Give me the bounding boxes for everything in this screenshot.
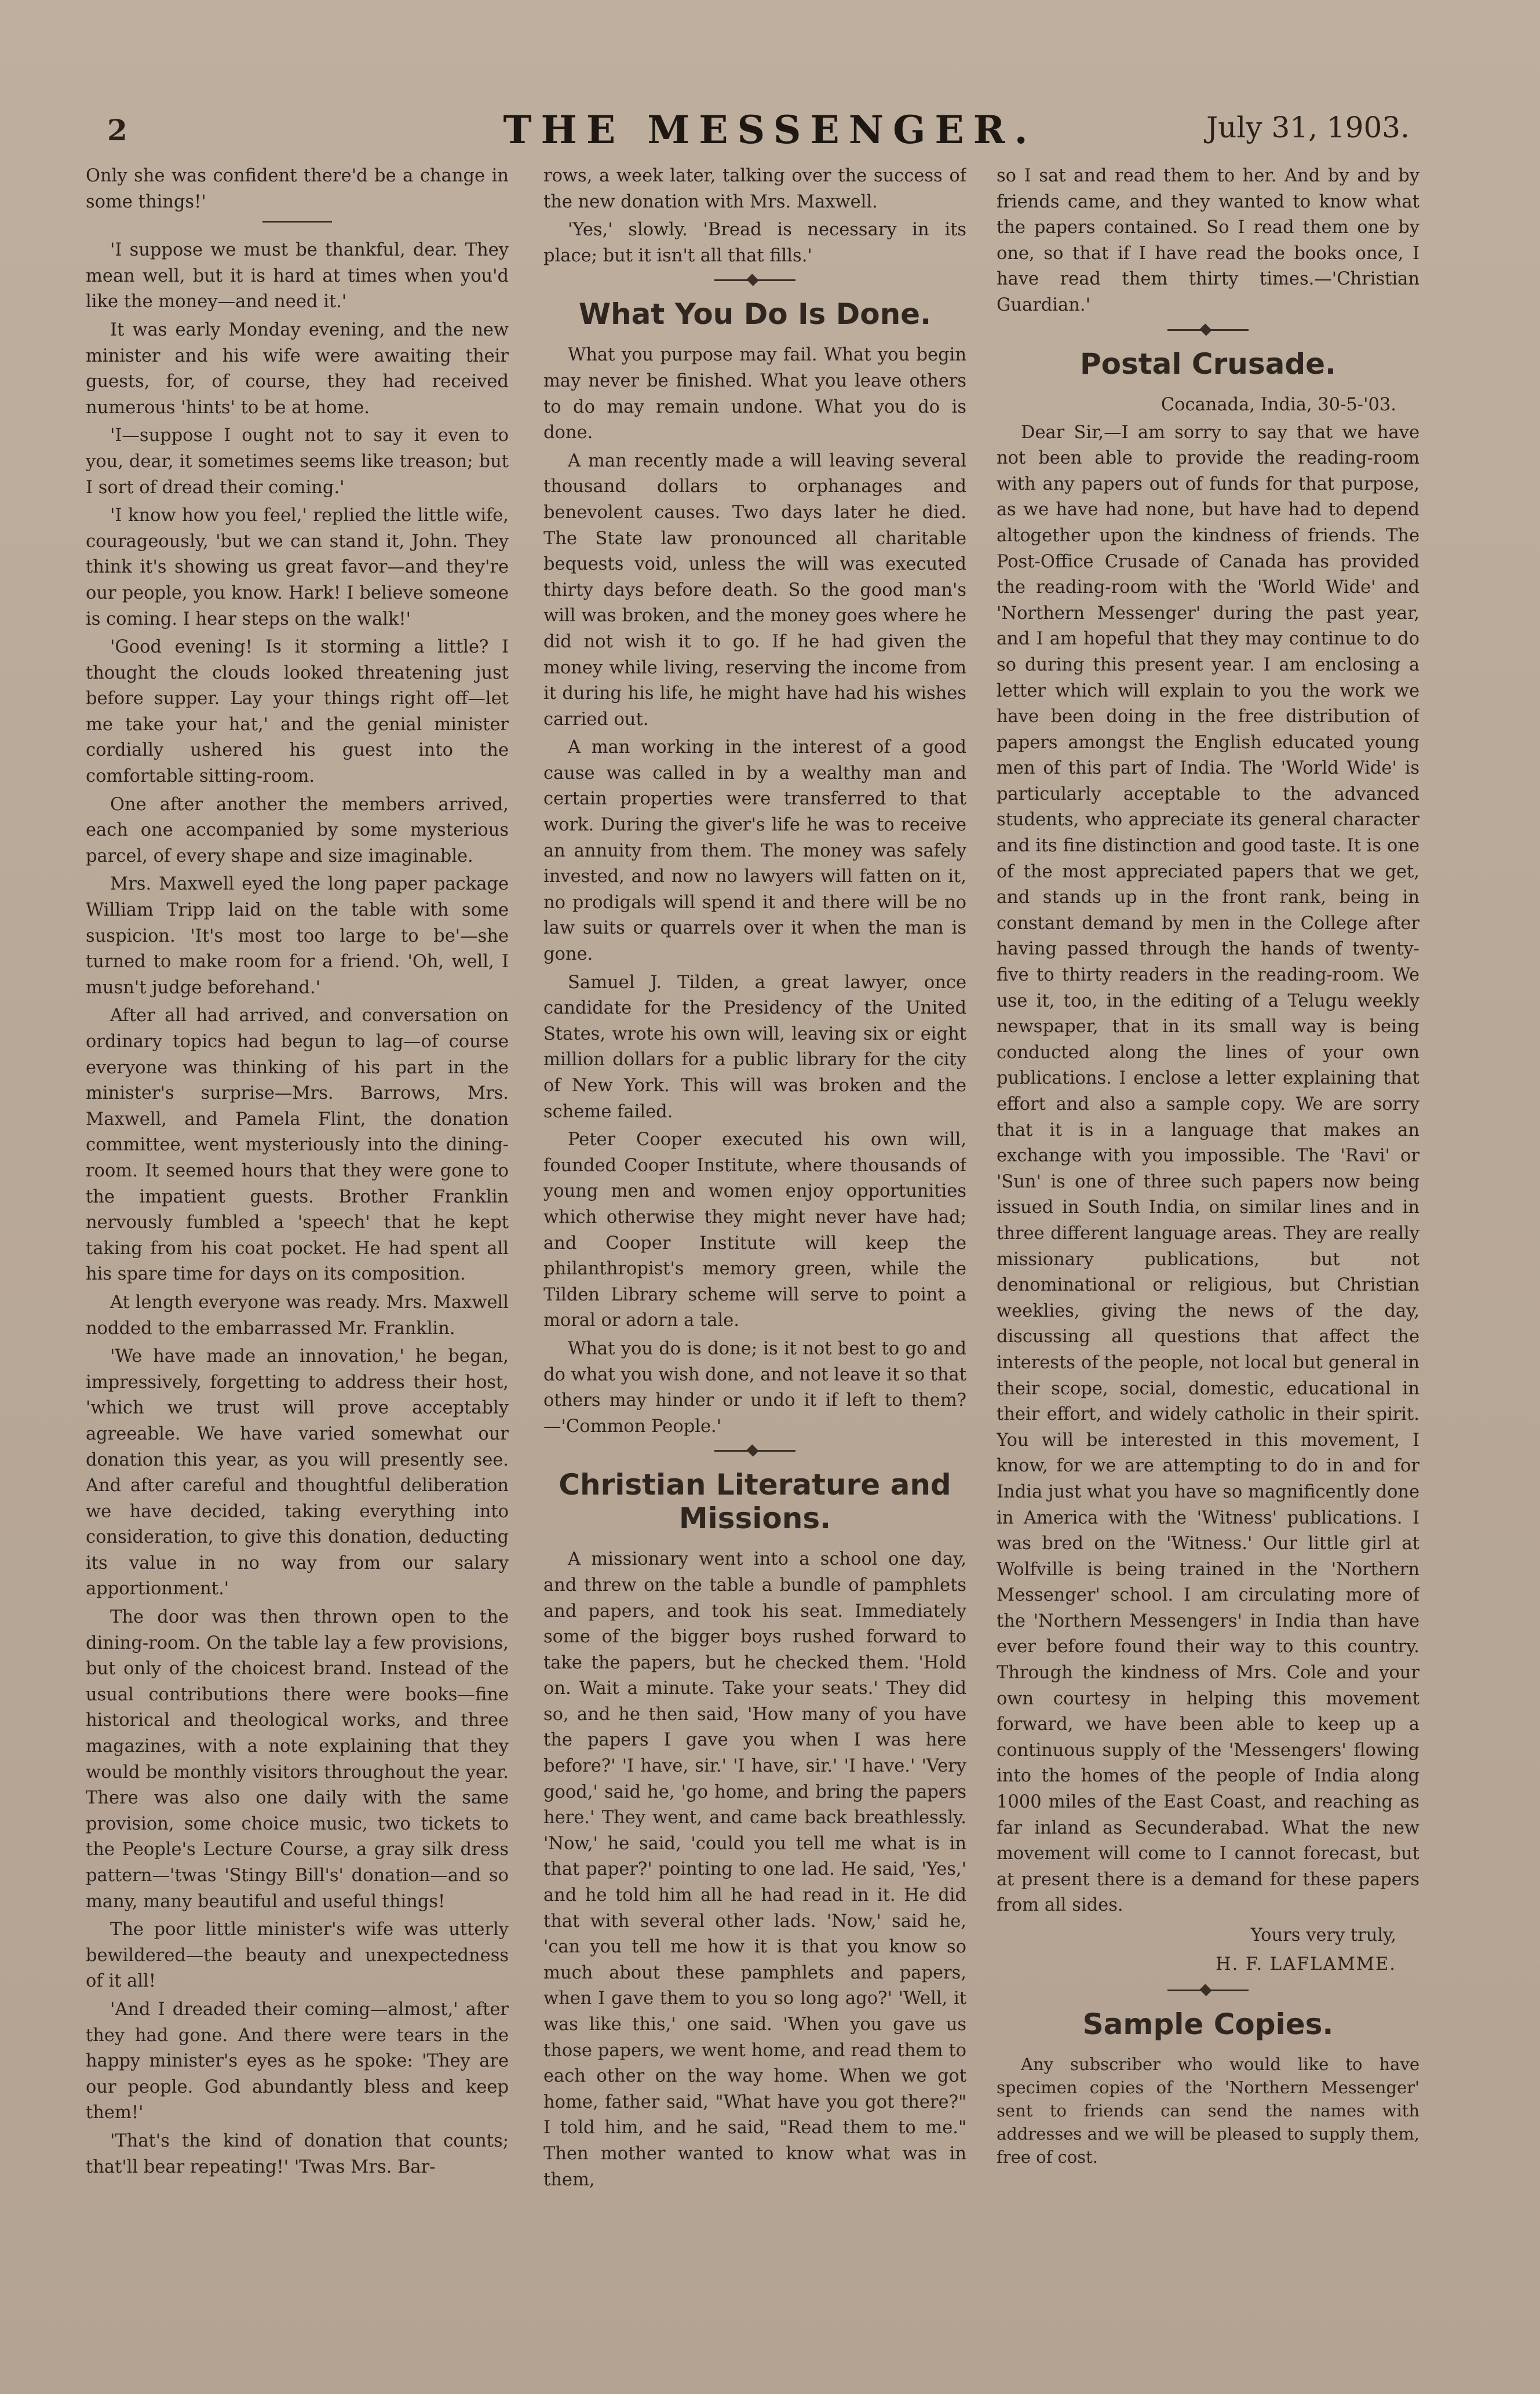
paragraph: After all had arrived, and conversation on ordinary topics had begun to lag—of course everyone was thinking of his part in the minister's surprise—Mrs. Barrows, Mrs. Maxwell, and Pamela Flint, the donation committee, went mysteriously into the dining-room. It seemed hours that they were gone to the impatient guests. Brother Franklin nervously fumbled a 'speech' that he kept taking from his coat pocket. He had spent all his spare time for days on its composition. [86, 1005, 509, 1285]
paragraph: What you do is done; is it not best to go and do what you wish done, and not leave it so that others may hinder or undo it if left to them?—'Common People.' [543, 1338, 966, 1437]
section-divider [714, 279, 795, 281]
column-2 [543, 163, 966, 2195]
paragraph: A missionary went into a school one day, and threw on the table a bundle of pamphlets and papers, and took his seat. Immediately some of the bigger boys rushed forward to take the papers, but he checked them. 'Hold on. Wait a minute. Take your seats.' They did so, and he then said, 'How many of you have the papers I gave you when I was here before?' 'I have, sir.' 'I have, sir.' 'I have.' 'Very good,' said he, 'go home, and bring the papers here.' They went, and came back breathlessly. 'Now,' he said, 'could you tell me what is in that paper?' pointing to one lad. He said, 'Yes,' and he told him all he had read in it. He did that with several other lads. 'Now,' said he, 'can you tell me how it is that you know so much about these pamphlets and papers, when I gave them to you so long ago?' 'Well, it was like this,' one said. 'When you gave us those papers, we went home, and read them to each other on the way home. When we got home, father said, "What have you got there?" I told him, and he said, "Read them to me." Then mother wanted to know what was in them, [543, 1549, 966, 2190]
letter-closing: Yours very truly, [1250, 1925, 1396, 1945]
paragraph: Dear Sir,—I am sorry to say that we have not been able to provide the reading-room with any papers out of funds for that purpose, as we have had none, but have had to depend altogether upon the kindness of friends. The Post-Office Crusade of Canada has provided the reading-room with the 'World Wide' and 'Northern Messenger' during the past year, and I am hopeful that they may continue to do so during this present year. I am enclosing a letter which will explain to you the work we have been doing in the free distribution of papers amongst the English educated young men of this part of India. The 'World Wide' is particularly acceptable to the advanced students, who appreciate its general character and its fine distinction and good taste. It is one of the most appreciated papers that we get, and stands up in the front rank, being in constant demand by men in the College after having passed through the hands of twenty-five to thirty readers in the reading-room. We use it, too, in the editing of a Telugu weekly newspaper, that in its small way is being conducted along the lines of your own publications. I enclose a letter explaining that effort and also a sample copy. We are sorry that it is in a language that makes an exchange with you impossible. The 'Ravi' or 'Sun' is one of three such papers now being issued in South India, on similar lines and in three different language areas. They are really missionary publications, but not denominational or religious, but Christian weeklies, giving the news of the day, discussing all questions that affect the interests of the people, not local but general in their scope, social, domestic, educational in their effort, and widely catholic in their spirit. You will be interested in this movement, I know, for we are attempting to do in and for India just what you have so magnificently done in America with the 'Witness' publications. I was bred on the 'Witness.' Our little girl at Wolfville is being trained in the 'Northern Messenger' school. I am circulating more of the 'Northern Messengers' in India than have ever before found their way to this country. Through the kindness of Mrs. Cole and your own courtesy in helping this movement forward, we have been able to keep up a continuous supply of the 'Messengers' flowing into the homes of the people of India along 1000 miles of the East Coast, and reaching as far inland as Secunderabad. What the new movement will come to I cannot forecast, but at present there is a demand for these papers from all sides. [997, 422, 1419, 1916]
masthead-title: THE MESSENGER. [503, 107, 1037, 152]
article-title: What You Do Is Done. [578, 297, 932, 331]
paragraph: Only she was confident there'd be a change in some things!' [86, 166, 509, 212]
paragraph: Peter Cooper executed his own will, founded Cooper Institute, where thousands of young men and women enjoy opportunities which otherwise they might never have had; and Cooper Institute will keep the philanthropist's memory green, while the Tilden Library scheme will serve to point a moral or adorn a tale. [543, 1129, 966, 1331]
paragraph: 'That's the kind of donation that counts; that'll bear repeating!' 'Twas Mrs. Bar- [86, 2130, 509, 2177]
paragraph: so I sat and read them to her. And by and by friends came, and they wanted to know what the papers contained. So I read them one by one, so that if I have read the books once, I have read them thirty times.—'Christian Guardian.' [997, 166, 1419, 315]
paragraph: A man working in the interest of a good cause was called in by a wealthy man and certain properties were transferred to that work. During the giver's life he was to receive an annuity from them. The money was safely invested, and now no lawyers will fatten on it, no prodigals will spend it and there will be no law suits or quarrels over it when the man is gone. [543, 737, 966, 965]
paragraph: 'Good evening! Is it storming a little? I thought the clouds looked threatening just before supper. Lay your things right off—let me take your hat,' and the genial minister cordially ushered his guest into the comfortable sitting-room. [86, 637, 509, 787]
column-3 [997, 163, 1419, 2171]
column-1 [86, 163, 509, 2182]
paragraph: Mrs. Maxwell eyed the long paper package William Tripp laid on the table with some suspicion. 'It's most too large to be'—she turned to make room for a friend. 'Oh, well, I musn't judge beforehand.' [86, 874, 509, 998]
paragraph: 'I—suppose I ought not to say it even to you, dear, it sometimes seems like treason; but I sort of dread their coming.' [86, 425, 509, 498]
article-title: Christian Literature and Missions. [559, 1468, 951, 1536]
paragraph: Samuel J. Tilden, a great lawyer, once candidate for the Presidency of the United States, wrote his own will, leaving six or eight million dollars for a public library for the city of New York. This will was broken and the scheme failed. [543, 972, 966, 1122]
section-divider [1167, 329, 1249, 331]
page-number: 2 [107, 113, 127, 147]
paragraph: 'And I dreaded their coming—almost,' after they had gone. And there were tears in the happy minister's eyes as he spoke: 'They are our people. God abundantly bless and keep them!' [86, 1999, 509, 2123]
paragraph: What you purpose may fail. What you begin may never be finished. What you leave others to do may remain undone. What you do is done. [543, 345, 966, 443]
paragraph: One after another the members arrived, each one accompanied by some mysterious parcel, of every shape and size imaginable. [86, 794, 509, 866]
paragraph: Any subscriber who would like to have specimen copies of the 'Northern Messenger' sent to friends can send the names with addresses and we will be pleased to supply them, free of cost. [997, 2054, 1419, 2167]
paragraph: The poor little minister's wife was utterly bewildered—the beauty and unexpectedness of it all! [86, 1919, 509, 1992]
paragraph: It was early Monday evening, and the new minister and his wife were awaiting their guests, for, of course, they had received numerous 'hints' to be at home. [86, 319, 509, 418]
paragraph: 'I suppose we must be thankful, dear. They mean well, but it is hard at times when you'd like the money—and need it.' [86, 240, 509, 312]
section-divider [1167, 1989, 1249, 1991]
article-title: Postal Crusade. [1079, 347, 1337, 381]
paragraph: At length everyone was ready. Mrs. Maxwell nodded to the embarrassed Mr. Franklin. [86, 1292, 509, 1339]
paragraph: 'I know how you feel,' replied the little wife, courageously, 'but we can stand it, John. They think it's showing us great favor—and they're our people, you know. Hark! I believe someone is coming. I hear steps on the walk!' [86, 505, 509, 629]
letter-dateline: Cocanada, India, 30-5-'03. [1161, 394, 1396, 415]
paragraph: 'Yes,' slowly. 'Bread is necessary in its place; but it isn't all that fills.' [543, 220, 966, 266]
paragraph: A man recently made a will leaving several thousand dollars to orphanages and benevolent causes. Two days later he died. The State law pronounced all charitable bequests void, unless the will was executed thirty days before death. So the good man's will was broken, and the money goes where he did not wish it to go. If he had given the money while living, reserving the income from it during his life, he might have had his wishes carried out. [543, 450, 966, 730]
article-title: Sample Copies. [1082, 2007, 1334, 2041]
paragraph: The door was then thrown open to the dining-room. On the table lay a few provisions, but only of the choicest brand. Instead of the usual contributions there were books—fine historical and theological works, and three magazines, with a note explaining that they would be monthly visitors throughout the year. There was also one daily with the same provision, some choice music, two tickets to the People's Lecture Course, a gray silk dress pattern—'twas 'Stingy Bill's' donation—and so many, many beautiful and useful things! [86, 1607, 509, 1912]
section-divider [262, 221, 332, 223]
paragraph: rows, a week later, talking over the success of the new donation with Mrs. Maxwell. [543, 166, 966, 212]
section-divider [714, 1450, 795, 1452]
letter-signature: H. F. LAFLAMME. [1216, 1954, 1396, 1974]
page-header [0, 107, 1540, 159]
paragraph: 'We have made an innovation,' he began, impressively, forgetting to address their host, 'which we trust will prove acceptably agreeable. We have varied somewhat our donation this year, as you will presently see. And after careful and thoughtful deliberation we have decided, taking everything into consideration, to give this donation, deducting its value in no way from our salary apportionment.' [86, 1346, 509, 1599]
issue-date: July 31, 1903. [1206, 111, 1410, 144]
